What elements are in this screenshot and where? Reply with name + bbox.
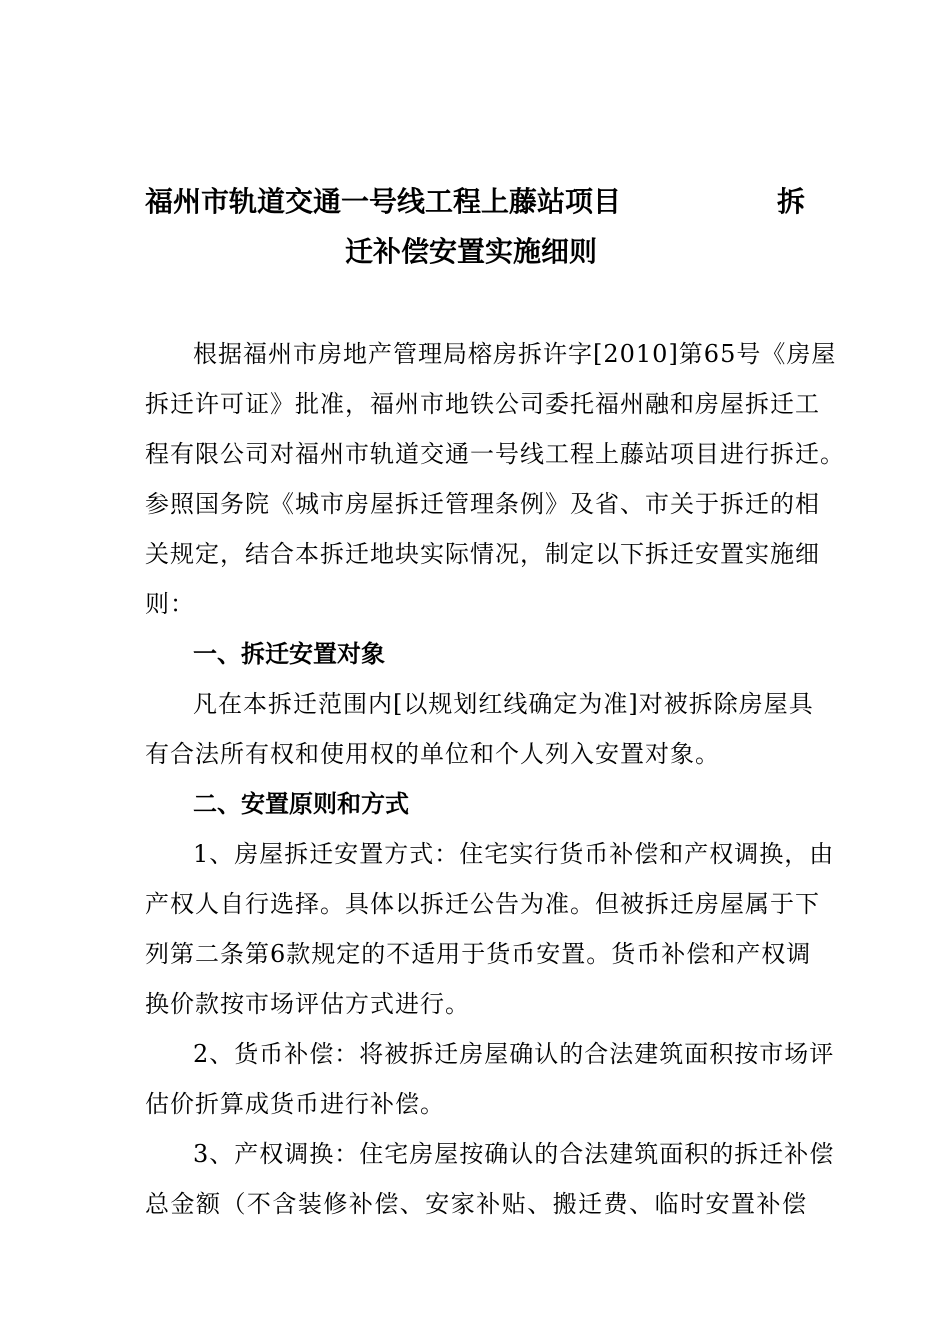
item2-line: 估价折算成货币进行补偿。 [145,1090,445,1118]
item3-line: 总金额（不含装修补偿、安家补贴、搬迁费、临时安置补偿 [145,1190,807,1218]
intro-line: 程有限公司对福州市轨道交通一号线工程上藤站项目进行拆迁。 [145,440,845,468]
intro-line: 则： [145,590,195,618]
intro-line: 参照国务院《城市房屋拆迁管理条例》及省、市关于拆迁的相 [145,490,820,518]
item2-line: 2、货币补偿：将被拆迁房屋确认的合法建筑面积按市场评 [193,1040,835,1068]
intro-line: 拆迁许可证》批准，福州市地铁公司委托福州融和房屋拆迁工 [145,390,820,418]
intro-line: 根据福州市房地产管理局榕房拆许字[2010]第65号《房屋 [193,340,837,368]
section1-line: 凡在本拆迁范围内[以规划红线确定为准]对被拆除房屋具 [193,690,814,718]
title-line-1-tail: 拆 [777,185,806,218]
section-heading-2: 二、安置原则和方式 [193,790,409,818]
intro-line: 关规定，结合本拆迁地块实际情况，制定以下拆迁安置实施细 [145,540,820,568]
item1-line: 1、房屋拆迁安置方式：住宅实行货币补偿和产权调换，由 [193,840,835,868]
title-line-2: 迁补偿安置实施细则 [345,235,598,268]
section1-line: 有合法所有权和使用权的单位和个人列入安置对象。 [145,740,720,768]
item1-line: 换价款按市场评估方式进行。 [145,990,470,1018]
item3-line: 3、产权调换：住宅房屋按确认的合法建筑面积的拆迁补偿 [193,1140,835,1168]
title-line-1: 福州市轨道交通一号线工程上藤站项目 [145,185,622,218]
item1-line: 产权人自行选择。具体以拆迁公告为准。但被拆迁房屋属于下 [145,890,820,918]
section-heading-1: 一、拆迁安置对象 [193,640,385,668]
item1-line: 列第二条第6款规定的不适用于货币安置。货币补偿和产权调 [145,940,812,968]
